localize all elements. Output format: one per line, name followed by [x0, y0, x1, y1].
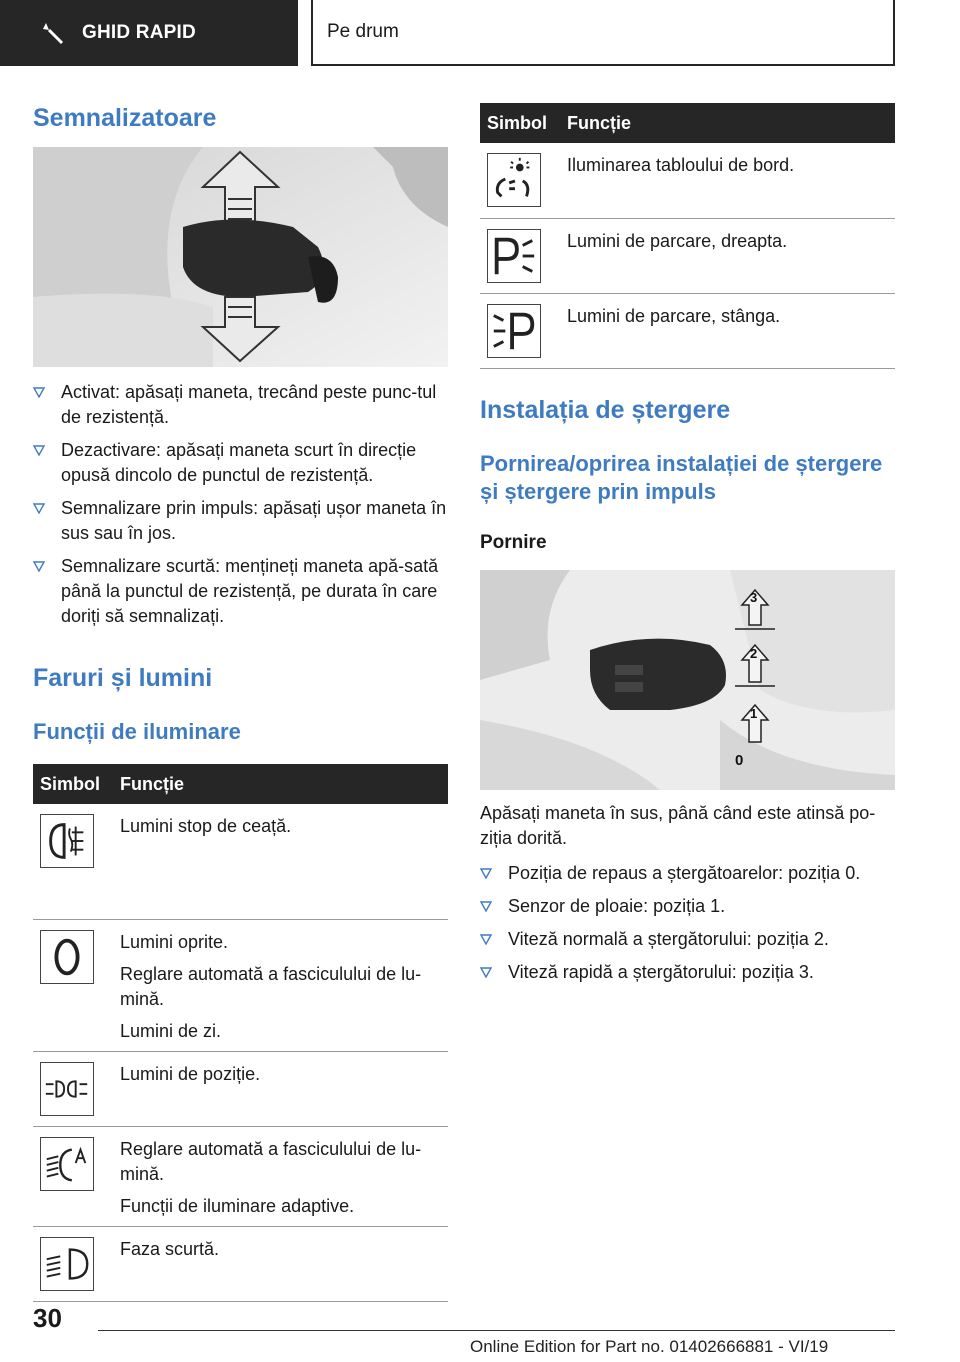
edition-text: Online Edition for Part no. 01402666881 - VI/19	[470, 1337, 829, 1356]
table-row	[480, 293, 895, 368]
table-row	[33, 1051, 448, 1126]
column-header-function: Funcție	[120, 764, 448, 804]
column-header-function: Funcție	[567, 103, 895, 143]
row-text: Lumini de zi.	[120, 1020, 222, 1041]
list-item: Semnalizare scurtă: mențineți maneta apă-sată până la punctul de rezistență, pe durata în care doriți să semnalizați.	[33, 554, 448, 629]
list-item: Viteză rapidă a ștergătorului: poziția 3.	[480, 960, 895, 985]
triangle-bullet-icon	[480, 967, 492, 978]
column-header-symbol: Simbol	[33, 764, 120, 804]
figure-label-1: 1	[750, 706, 758, 721]
table-row	[480, 218, 895, 293]
wipers-subheading: Pornirea/oprirea instalației de ștergere și ștergere prin impuls	[480, 451, 883, 504]
section-title: Pe drum	[311, 0, 895, 66]
list-item: Poziția de repaus a ștergătoarelor: poziția 0.	[480, 861, 895, 886]
wipers-list	[480, 861, 895, 993]
triangle-bullet-icon	[33, 445, 45, 456]
fog-light-icon	[40, 814, 94, 868]
table-row	[33, 1226, 448, 1301]
list-item: Dezactivare: apăsați maneta scurt în direcție opusă dincolo de punctul de rezistență.	[33, 438, 448, 488]
lighting-functions-table	[33, 764, 448, 1302]
list-item: Viteză normală a ștergătorului: poziția 2.	[480, 927, 895, 952]
chapter-title: GHID RAPID	[82, 22, 196, 43]
column-header-symbol: Simbol	[480, 103, 567, 143]
wiper-lever-photo	[480, 570, 895, 790]
footer-divider	[98, 1330, 895, 1331]
low-beam-icon	[40, 1237, 94, 1291]
triangle-bullet-icon	[480, 868, 492, 879]
triangle-bullet-icon	[33, 561, 45, 572]
start-label: Pornire	[480, 532, 547, 553]
figure-label-3: 3	[750, 590, 758, 605]
figure-label-0: 0	[735, 752, 744, 769]
row-text: Lumini stop de ceață.	[120, 816, 292, 836]
dashboard-light-icon	[487, 153, 541, 207]
wipers-paragraph: Apăsați maneta în sus, până când este atinsă po-ziția dorită.	[480, 803, 876, 848]
auto-headlight-icon	[40, 1137, 94, 1191]
row-text: Funcții de iluminare adaptive.	[120, 1195, 355, 1216]
table-row	[33, 1126, 448, 1226]
position-lights-icon	[40, 1062, 94, 1116]
list-item: Activat: apăsați maneta, trecând peste punc-tul de rezistență.	[33, 380, 448, 430]
lights-off-icon	[40, 930, 94, 984]
page-number: 30	[33, 1303, 62, 1333]
parking-left-icon	[487, 304, 541, 358]
row-text: Lumini de parcare, stânga.	[567, 305, 781, 326]
wipers-heading: Instalația de ștergere	[480, 396, 731, 424]
row-text: Reglare automată a fasciculului de lu-mină.	[120, 963, 422, 1009]
row-text: Lumini de parcare, dreapta.	[567, 230, 788, 251]
row-text: Lumini de poziție.	[120, 1063, 261, 1084]
lights-heading: Faruri și lumini	[33, 664, 213, 692]
table-row	[33, 804, 448, 919]
triangle-bullet-icon	[480, 934, 492, 945]
row-text: Faza scurtă.	[120, 1238, 220, 1259]
lights-subheading: Funcții de iluminare	[33, 719, 241, 744]
row-text: Reglare automată a fasciculului de lu-mină.	[120, 1138, 422, 1184]
chapter-tab[interactable]	[0, 0, 298, 66]
list-item: Semnalizare prin impuls: apăsați ușor maneta în sus sau în jos.	[33, 496, 448, 546]
signals-list	[33, 380, 448, 637]
triangle-bullet-icon	[33, 387, 45, 398]
parking-right-icon	[487, 229, 541, 283]
list-item: Senzor de ploaie: poziția 1.	[480, 894, 895, 919]
turn-signal-lever-photo	[33, 147, 448, 367]
row-text: Iluminarea tabloului de bord.	[567, 155, 795, 175]
signals-heading: Semnalizatoare	[33, 104, 217, 132]
quick-guide-icon	[40, 21, 64, 45]
lighting-functions-table-cont	[480, 103, 895, 369]
figure-label-2: 2	[750, 646, 758, 661]
row-text: Lumini oprite.	[120, 931, 229, 952]
triangle-bullet-icon	[480, 901, 492, 912]
page-header	[0, 0, 960, 66]
table-row	[480, 143, 895, 218]
triangle-bullet-icon	[33, 503, 45, 514]
table-row	[33, 919, 448, 1051]
